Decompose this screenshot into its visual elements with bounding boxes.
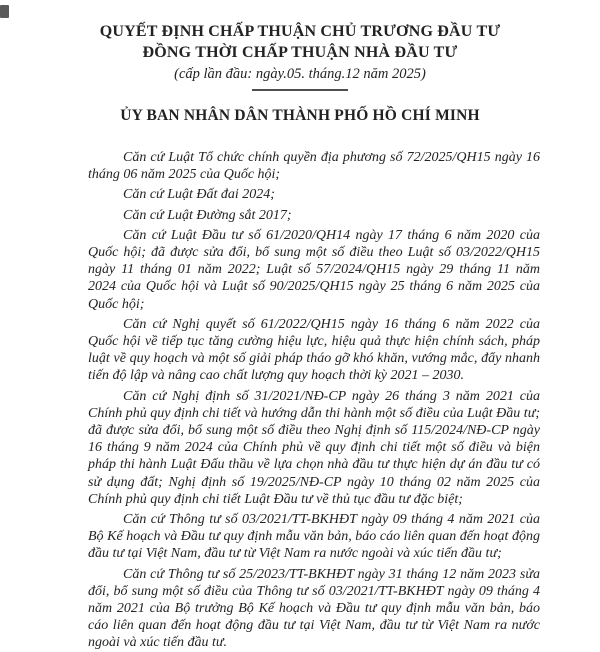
legal-basis-paragraph: Căn cứ Luật Đường sắt 2017; xyxy=(123,207,292,223)
divider-rule xyxy=(252,89,348,91)
legal-basis-paragraph: Căn cứ Luật Đầu tư số 61/2020/QH14 ngày 17 tháng 6 năm 2020 của Quốc hội; đã được sửa đổi, bổ sung một số điều theo Luật số 03/2022/QH15 ngày 11 tháng 01 năm 2022; Luật số 57/2024/QH15 ngày 29 tháng 11 năm 2024 của Quốc hội và Luật số 90/2025/QH15 ngày 25 tháng 6 năm 2025 của Quốc hội; xyxy=(88,227,540,312)
scan-artifact xyxy=(0,5,9,18)
document-header xyxy=(0,0,600,125)
issue-date-note: (cấp lần đầu: ngày.05. tháng.12 năm 2025) xyxy=(174,66,426,82)
document-title-line2: ĐỒNG THỜI CHẤP THUẬN NHÀ ĐẦU TƯ xyxy=(142,43,458,61)
legal-basis-paragraph: Căn cứ Thông tư số 03/2021/TT-BKHĐT ngày 09 tháng 4 năm 2021 của Bộ Kế hoạch và Đầu tư quy định mẫu văn bản, báo cáo liên quan đến hoạt động đầu tư tại Việt Nam, đầu tư từ Việt Nam ra nước ngoài và xúc tiến đầu tư; xyxy=(88,512,540,562)
document-title-line1: QUYẾT ĐỊNH CHẤP THUẬN CHỦ TRƯƠNG ĐẦU TƯ xyxy=(99,23,501,40)
issuing-authority: ỦY BAN NHÂN DÂN THÀNH PHỐ HỒ CHÍ MINH xyxy=(120,107,480,124)
legal-basis-paragraph: Căn cứ Nghị định số 31/2021/NĐ-CP ngày 26 tháng 3 năm 2021 của Chính phủ quy định chi tiết và hướng dẫn thi hành một số điều của Luật Đầu tư; đã được sửa đổi, bổ sung một số điều theo Nghị định số 115/2024/NĐ-CP ngày 16 tháng 9 năm 2024 của Chính phủ về quy định chi tiết một số điều và biện pháp thi hành Luật Đấu thầu về lựa chọn nhà đầu tư thực hiện dự án đầu tư có sử dụng đất; Nghị định số 19/2025/NĐ-CP ngày 10 tháng 02 năm 2025 của Chính phủ quy định chi tiết Luật Đầu tư về thủ tục đầu tư đặc biệt; xyxy=(88,388,540,507)
legal-basis-paragraph: Căn cứ Nghị quyết số 61/2022/QH15 ngày 16 tháng 6 năm 2022 của Quốc hội về tiếp tục tăng cường hiệu lực, hiệu quả thực hiện chính sách, pháp luật về quy hoạch và một số giải pháp tháo gỡ khó khăn, vướng mắc, đẩy nhanh tiến độ lập và nâng cao chất lượng quy hoạch thời kỳ 2021 – 2030. xyxy=(88,316,540,384)
legal-basis-paragraph: Căn cứ Thông tư số 25/2023/TT-BKHĐT ngày 31 tháng 12 năm 2023 sửa đổi, bổ sung một số điều của Thông tư số 03/2021/TT-BKHĐT ngày 09 tháng 4 năm 2021 của Bộ trưởng Bộ Kế hoạch và Đầu tư quy định mẫu văn bản, báo cáo liên quan đến hoạt động đầu tư tại Việt Nam, đầu tư từ Việt Nam ra nước ngoài và xúc tiến đầu tư. xyxy=(88,566,540,651)
legal-basis-paragraph: Căn cứ Luật Tổ chức chính quyền địa phương số 72/2025/QH15 ngày 16 tháng 06 năm 2025 của Quốc hội; xyxy=(88,150,540,183)
legal-basis-paragraph: Căn cứ Luật Đất đai 2024; xyxy=(123,187,275,203)
document-body xyxy=(88,149,540,652)
